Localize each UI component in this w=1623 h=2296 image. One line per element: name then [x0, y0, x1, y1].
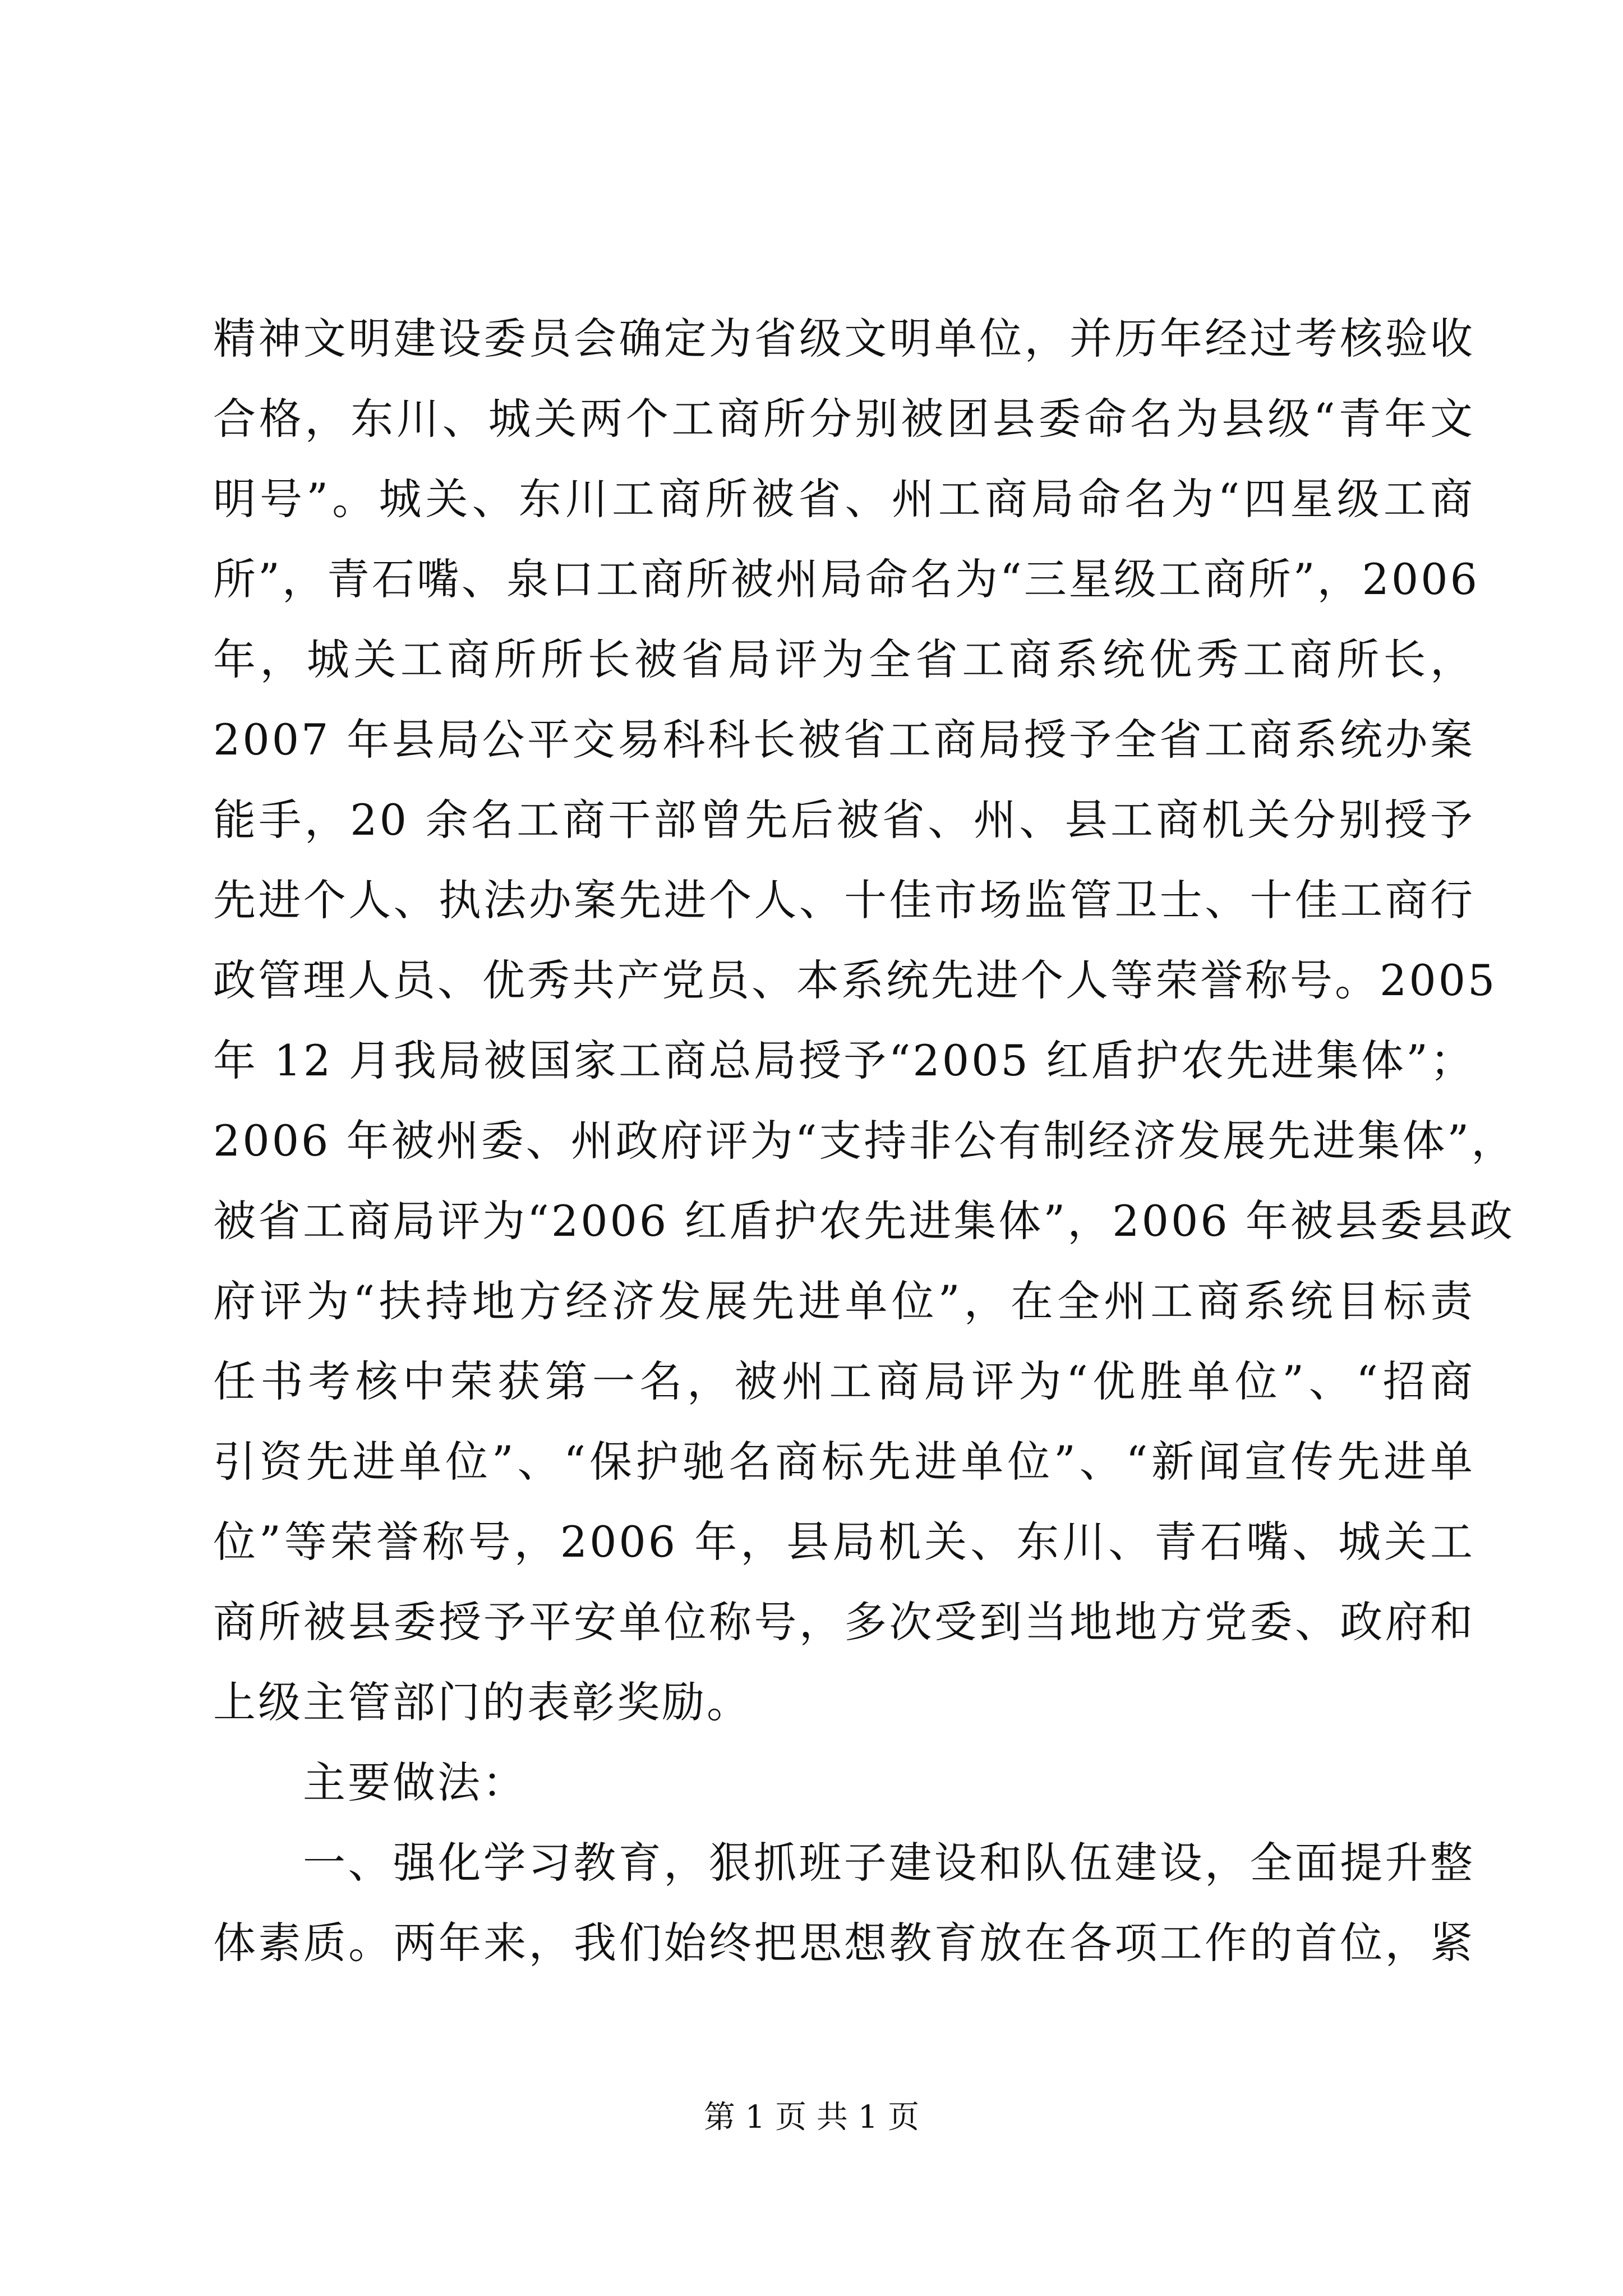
text-line-1: 精神文明建设委员会确定为省级文明单位，并历年经过考核验收: [213, 314, 1475, 364]
text-line-5: 年，城关工商所所长被省局评为全省工商系统优秀工商所长，: [213, 634, 1475, 684]
text-line-21: 体素质。两年来，我们始终把思想教育放在各项工作的首位，紧: [213, 1918, 1475, 1968]
text-line-17: 商所被县委授予平安单位称号，多次受到当地地方党委、政府和: [213, 1597, 1475, 1647]
text-line-7: 能手，20 余名工商干部曾先后被省、州、县工商机关分别授予: [213, 795, 1475, 845]
page-footer: 第 1 页 共 1 页: [703, 2099, 920, 2136]
text-line-20: 一、强化学习教育，狠抓班子建设和队伍建设，全面提升整: [303, 1838, 1475, 1888]
body-text: [213, 298, 1516, 1983]
text-line-3: 明号”。城关、东川工商所被省、州工商局命名为“四星级工商: [213, 474, 1475, 524]
text-line-15: 引资先进单位”、“保护驰名商标先进单位”、“新闻宣传先进单: [213, 1437, 1475, 1487]
text-line-18: 上级主管部门的表彰奖励。: [213, 1677, 751, 1727]
text-line-10: 年 12 月我局被国家工商总局授予“2005 红盾护农先进集体”；: [213, 1036, 1475, 1085]
text-line-11: 2006 年被州委、州政府评为“支持非公有制经济发展先进集体”，: [213, 1116, 1516, 1166]
text-line-12: 被省工商局评为“2006 红盾护农先进集体”，2006 年被县委县政: [213, 1196, 1515, 1246]
text-line-6: 2007 年县局公平交易科科长被省工商局授予全省工商系统办案: [213, 715, 1475, 765]
text-line-13: 府评为“扶持地方经济发展先进单位”，在全州工商系统目标责: [213, 1276, 1475, 1326]
text-line-8: 先进个人、执法办案先进个人、十佳市场监管卫士、十佳工商行: [213, 875, 1475, 925]
text-line-14: 任书考核中荣获第一名，被州工商局评为“优胜单位”、“招商: [213, 1356, 1475, 1406]
section-heading: 主要做法：: [303, 1757, 527, 1807]
text-line-9: 政管理人员、优秀共产党员、本系统先进个人等荣誉称号。2005: [213, 955, 1497, 1005]
text-line-2: 合格，东川、城关两个工商所分别被团县委命名为县级“青年文: [213, 394, 1475, 444]
text-line-4: 所”，青石嘴、泉口工商所被州局命名为“三星级工商所”，2006: [213, 554, 1479, 604]
text-line-16: 位”等荣誉称号，2006 年，县局机关、东川、青石嘴、城关工: [213, 1517, 1475, 1567]
